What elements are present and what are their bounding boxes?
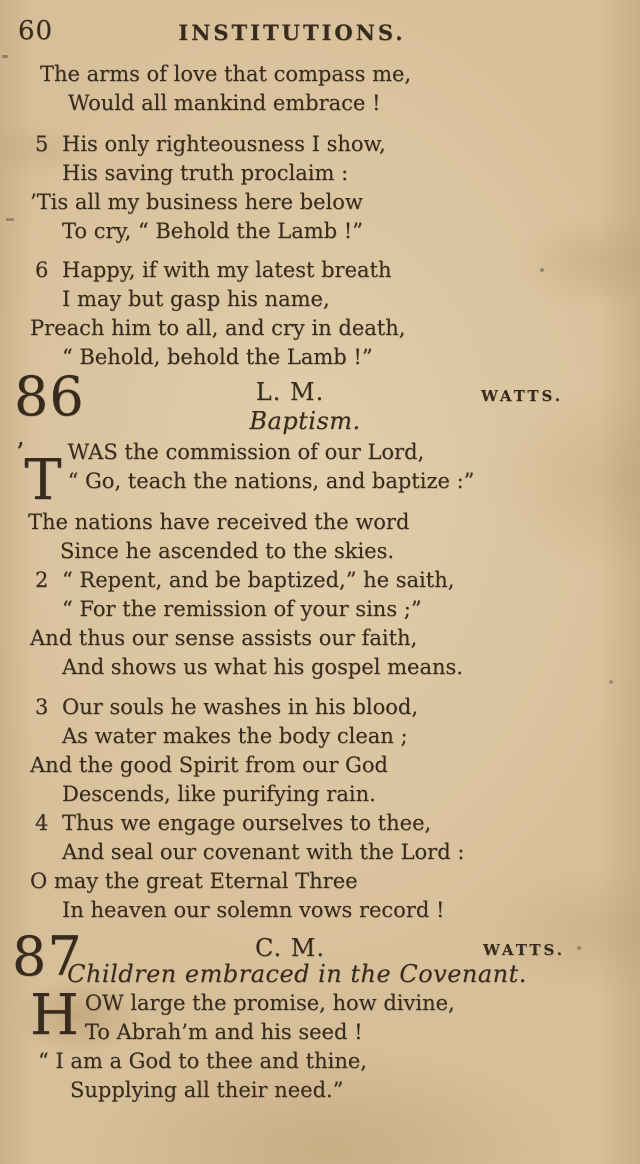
verse-text: Happy, if with my latest breath [62,258,392,282]
verse-line [30,693,418,722]
hymn-87-number: 87 [12,925,83,988]
verse-line: I may but gasp his name, [62,287,330,311]
verse-line: WAS the commission of our Lord, [67,440,425,464]
verse-text: His only righteousness I show, [62,132,386,156]
hymn-86-stanza-1 [16,438,616,566]
hymn-86-stanza-4 [30,809,464,925]
verse-line: Supplying all their need.” [70,1078,344,1102]
verse-line: Since he ascended to the skies. [60,539,395,563]
page-number: 60 [18,16,54,46]
hymn-86-title: Baptism. [249,407,361,435]
verse-line: And shows us what his gospel means. [62,655,463,679]
dropcap-letter: H [30,983,79,1048]
verse-line: And the good Spirit from our God [30,753,388,777]
hymn-86-meter: L. M. [255,378,325,406]
verse-line: His saving truth proclaim : [62,161,349,185]
scan-speck [577,946,581,950]
stanza-5 [30,130,386,246]
verse-line [30,566,463,595]
verse-line: Preach him to all, and cry in death, [30,316,406,340]
scan-speck [2,55,8,58]
verse-line [30,130,386,159]
hymn-86-stanza-2 [30,566,463,682]
hymn-87-stanza-1 [30,983,620,1105]
hymn-87-author: WATTS. [483,941,566,959]
scan-speck [609,680,613,684]
scan-speck [540,268,544,272]
scan-speck [6,218,14,221]
verse-line: The nations have received the word [28,510,410,534]
stanza-number: 5 [35,132,49,156]
dropcap-apostrophe: ’ [16,438,25,468]
verse-text: “ Repent, and be baptized,” he saith, [62,568,455,592]
verse-line: To cry, “ Behold the Lamb !” [62,219,363,243]
verse-line: “ For the remission of your sins ;” [62,597,422,621]
verse-line: The arms of love that compass me, [40,62,412,86]
verse-line [30,256,405,285]
hymn-86-stanza-3 [30,693,418,809]
stanza-number: 6 [35,258,49,282]
verse-line: Would all mankind embrace ! [68,91,381,115]
stanza-number: 4 [35,811,49,835]
verse-line: In heaven our solemn vows record ! [62,898,445,922]
verse-line: OW large the promise, how divine, [84,991,455,1015]
stanza-number: 2 [35,568,49,592]
dropcap-wrap [16,438,62,513]
hymn-86-number: 86 [14,365,85,428]
stanza-6 [30,256,405,372]
dropcap-wrap [30,983,79,1048]
hymn-87-title: Children embraced in the Covenant. [67,960,527,988]
verse-line: Descends, like purifying rain. [62,782,376,806]
verse-text: Our souls he washes in his blood, [62,695,419,719]
verse-line: “ Go, teach the nations, and baptize :” [67,469,475,493]
verse-line: “ Behold, behold the Lamb !” [62,345,373,369]
verse-line: And thus our sense assists our faith, [30,626,418,650]
verse-line [30,809,464,838]
verse-line: O may the great Eternal Three [30,869,358,893]
verse-text: Thus we engage ourselves to thee, [62,811,432,835]
verse-line: ’Tis all my business here below [30,190,363,214]
running-title: INSTITUTIONS. [178,20,406,45]
verse-line: “ I am a God to thee and thine, [38,1049,367,1073]
stanza-number: 3 [35,695,49,719]
verse-line: As water makes the body clean ; [62,724,408,748]
verse-line: And seal our covenant with the Lord : [62,840,465,864]
stanza-tail [40,60,411,118]
verse-line: To Abrah’m and his seed ! [84,1020,363,1044]
hymn-86-author: WATTS. [481,387,564,405]
dropcap-letter: T [24,448,62,513]
hymn-87-meter: C. M. [255,934,325,962]
